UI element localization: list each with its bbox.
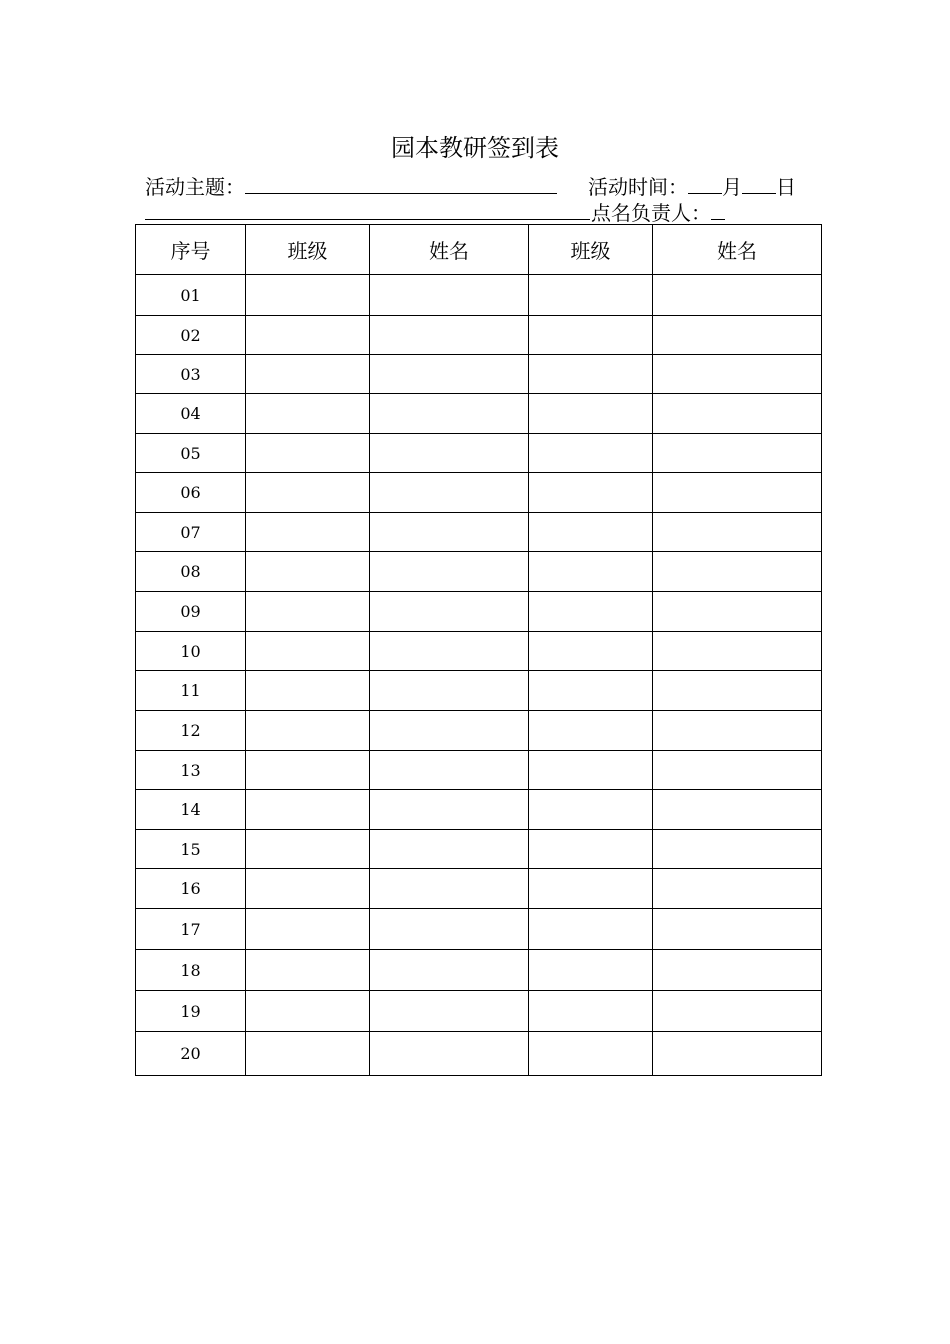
table-row xyxy=(136,592,822,632)
topic-line xyxy=(145,173,557,200)
time-line xyxy=(588,173,796,200)
class-cell-1[interactable] xyxy=(246,473,370,513)
class-cell-1[interactable] xyxy=(246,991,370,1032)
table-row xyxy=(136,1032,822,1076)
table-row xyxy=(136,790,822,830)
name-cell-2[interactable] xyxy=(653,711,822,751)
table-body xyxy=(136,275,822,1076)
name-cell-1[interactable] xyxy=(370,711,529,751)
name-cell-2[interactable] xyxy=(653,355,822,394)
row-index: 17 xyxy=(136,909,246,950)
name-cell-1[interactable] xyxy=(370,751,529,790)
name-cell-1[interactable] xyxy=(370,790,529,830)
name-cell-2[interactable] xyxy=(653,909,822,950)
class-cell-2[interactable] xyxy=(529,592,653,632)
table-row xyxy=(136,394,822,434)
name-cell-2[interactable] xyxy=(653,950,822,991)
name-cell-1[interactable] xyxy=(370,991,529,1032)
name-cell-2[interactable] xyxy=(653,632,822,671)
row-index: 07 xyxy=(136,513,246,552)
name-cell-1[interactable] xyxy=(370,830,529,869)
table-row xyxy=(136,909,822,950)
name-cell-1[interactable] xyxy=(370,1032,529,1076)
class-cell-1[interactable] xyxy=(246,355,370,394)
leader-line xyxy=(591,199,725,226)
name-cell-1[interactable] xyxy=(370,355,529,394)
day-label: 日 xyxy=(776,175,796,199)
class-cell-1[interactable] xyxy=(246,316,370,355)
row-index: 03 xyxy=(136,355,246,394)
name-cell-2[interactable] xyxy=(653,869,822,909)
table-row xyxy=(136,355,822,394)
table-header-row xyxy=(136,225,822,275)
row-index: 11 xyxy=(136,671,246,711)
name-cell-1[interactable] xyxy=(370,394,529,434)
class-cell-2[interactable] xyxy=(529,991,653,1032)
header-name-1: 姓名 xyxy=(370,225,529,275)
name-cell-2[interactable] xyxy=(653,394,822,434)
table-row xyxy=(136,711,822,751)
class-cell-2[interactable] xyxy=(529,434,653,473)
day-field[interactable] xyxy=(742,173,776,194)
row-index: 05 xyxy=(136,434,246,473)
name-cell-1[interactable] xyxy=(370,950,529,991)
class-cell-2[interactable] xyxy=(529,1032,653,1076)
row-index: 04 xyxy=(136,394,246,434)
class-cell-2[interactable] xyxy=(529,632,653,671)
class-cell-2[interactable] xyxy=(529,355,653,394)
class-cell-1[interactable] xyxy=(246,751,370,790)
class-cell-1[interactable] xyxy=(246,434,370,473)
class-cell-2[interactable] xyxy=(529,711,653,751)
row-index: 06 xyxy=(136,473,246,513)
row-index: 10 xyxy=(136,632,246,671)
class-cell-2[interactable] xyxy=(529,830,653,869)
table-row xyxy=(136,513,822,552)
row-index: 20 xyxy=(136,1032,246,1076)
class-cell-2[interactable] xyxy=(529,950,653,991)
table-row xyxy=(136,671,822,711)
name-cell-2[interactable] xyxy=(653,1032,822,1076)
signin-table xyxy=(135,224,822,1076)
leader-field[interactable] xyxy=(711,199,725,220)
class-cell-2[interactable] xyxy=(529,790,653,830)
name-cell-1[interactable] xyxy=(370,552,529,592)
class-cell-2[interactable] xyxy=(529,513,653,552)
name-cell-1[interactable] xyxy=(370,275,529,316)
class-cell-1[interactable] xyxy=(246,632,370,671)
name-cell-1[interactable] xyxy=(370,909,529,950)
table-row xyxy=(136,632,822,671)
class-cell-1[interactable] xyxy=(246,592,370,632)
name-cell-2[interactable] xyxy=(653,790,822,830)
name-cell-2[interactable] xyxy=(653,434,822,473)
leader-label: 点名负责人： xyxy=(591,201,711,225)
name-cell-2[interactable] xyxy=(653,275,822,316)
table-row xyxy=(136,830,822,869)
month-field[interactable] xyxy=(688,173,722,194)
class-cell-1[interactable] xyxy=(246,275,370,316)
class-cell-2[interactable] xyxy=(529,275,653,316)
header-index: 序号 xyxy=(136,225,246,275)
row-index: 18 xyxy=(136,950,246,991)
class-cell-2[interactable] xyxy=(529,394,653,434)
name-cell-1[interactable] xyxy=(370,671,529,711)
name-cell-1[interactable] xyxy=(370,473,529,513)
class-cell-2[interactable] xyxy=(529,671,653,711)
header-class-1: 班级 xyxy=(246,225,370,275)
table-row xyxy=(136,316,822,355)
class-cell-1[interactable] xyxy=(246,950,370,991)
name-cell-2[interactable] xyxy=(653,751,822,790)
class-cell-1[interactable] xyxy=(246,830,370,869)
name-cell-2[interactable] xyxy=(653,592,822,632)
name-cell-1[interactable] xyxy=(370,869,529,909)
name-cell-1[interactable] xyxy=(370,592,529,632)
name-cell-2[interactable] xyxy=(653,552,822,592)
table-row xyxy=(136,275,822,316)
class-cell-2[interactable] xyxy=(529,869,653,909)
row-index: 01 xyxy=(136,275,246,316)
class-cell-1[interactable] xyxy=(246,552,370,592)
class-cell-1[interactable] xyxy=(246,790,370,830)
class-cell-2[interactable] xyxy=(529,316,653,355)
row-index: 08 xyxy=(136,552,246,592)
blank-line xyxy=(145,219,590,220)
month-label: 月 xyxy=(722,175,742,199)
row-index: 13 xyxy=(136,751,246,790)
row-index: 02 xyxy=(136,316,246,355)
page-title: 园本教研签到表 xyxy=(391,134,559,162)
name-cell-2[interactable] xyxy=(653,671,822,711)
name-cell-2[interactable] xyxy=(653,513,822,552)
class-cell-1[interactable] xyxy=(246,711,370,751)
class-cell-1[interactable] xyxy=(246,869,370,909)
table-row xyxy=(136,473,822,513)
class-cell-2[interactable] xyxy=(529,473,653,513)
name-cell-2[interactable] xyxy=(653,991,822,1032)
name-cell-1[interactable] xyxy=(370,513,529,552)
class-cell-2[interactable] xyxy=(529,751,653,790)
class-cell-1[interactable] xyxy=(246,671,370,711)
name-cell-2[interactable] xyxy=(653,316,822,355)
name-cell-1[interactable] xyxy=(370,434,529,473)
topic-label: 活动主题： xyxy=(145,175,245,199)
class-cell-1[interactable] xyxy=(246,1032,370,1076)
table-row xyxy=(136,552,822,592)
name-cell-1[interactable] xyxy=(370,632,529,671)
table-row xyxy=(136,950,822,991)
header-class-2: 班级 xyxy=(529,225,653,275)
row-index: 15 xyxy=(136,830,246,869)
header-name-2: 姓名 xyxy=(653,225,822,275)
class-cell-1[interactable] xyxy=(246,909,370,950)
class-cell-2[interactable] xyxy=(529,552,653,592)
table-row xyxy=(136,869,822,909)
name-cell-2[interactable] xyxy=(653,830,822,869)
table-row xyxy=(136,991,822,1032)
row-index: 09 xyxy=(136,592,246,632)
name-cell-1[interactable] xyxy=(370,316,529,355)
table-row xyxy=(136,751,822,790)
topic-field[interactable] xyxy=(245,173,557,194)
time-label: 活动时间： xyxy=(588,175,688,199)
row-index: 19 xyxy=(136,991,246,1032)
class-cell-1[interactable] xyxy=(246,513,370,552)
table-row xyxy=(136,434,822,473)
row-index: 12 xyxy=(136,711,246,751)
row-index: 14 xyxy=(136,790,246,830)
class-cell-1[interactable] xyxy=(246,394,370,434)
row-index: 16 xyxy=(136,869,246,909)
name-cell-2[interactable] xyxy=(653,473,822,513)
class-cell-2[interactable] xyxy=(529,909,653,950)
